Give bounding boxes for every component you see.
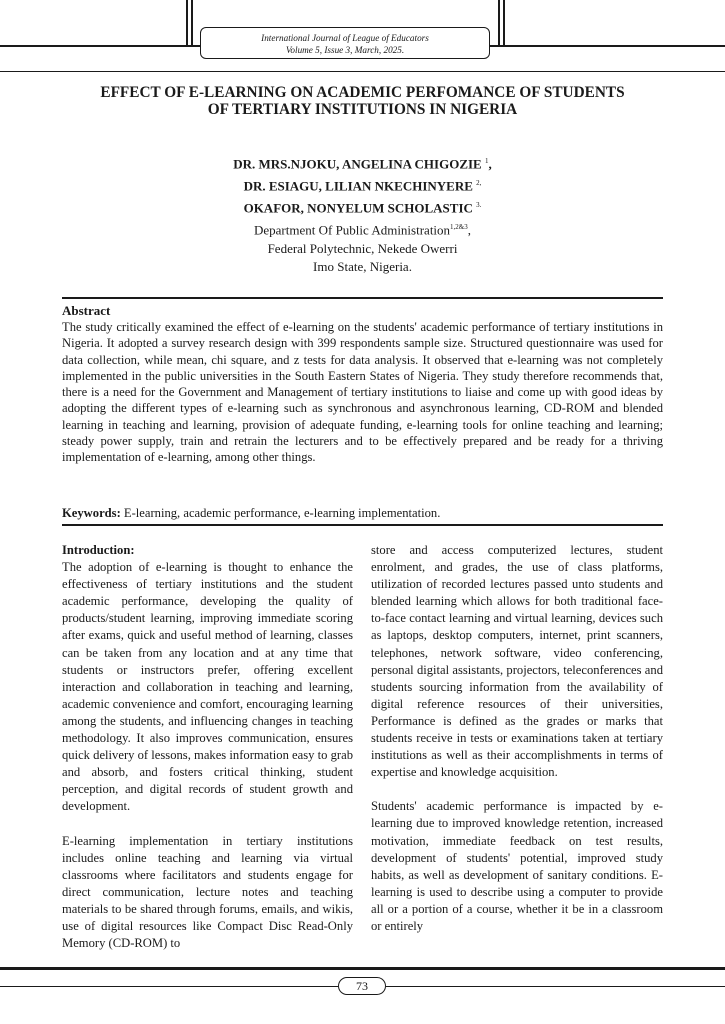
journal-header-box: [200, 27, 490, 59]
header-horizontal-line-bottom: [0, 71, 725, 72]
keywords-label: Keywords:: [62, 506, 121, 520]
header-vertical-line-right-inner: [503, 0, 505, 47]
intro-paragraph-3: Students' academic performance is impacted by e-learning due to improved knowledge retention, increased motivation, immediate feedback on test results, development of students' potential, improved study habits, as well as development of sanitary conditions. E-learning is used to describe using a computer to provide all or a portion of a course, whether it be in a classroom or entirely: [371, 799, 663, 933]
intro-paragraph-1: The adoption of e-learning is thought to enhance the effectiveness of tertiary institutions and the student academic performance, developing the quality of products/student learning, improving immediate scoring after exams, quick and useful method of learning, classes can be taken from any location and at any time that students or instructors prefer, offering excellent interaction and collaboration in teaching and learning, academic convenience and comfort, encouraging learning among the students, and influencing changes in teaching methodology. It also improves communication, ensures quick delivery of lessons, makes information easy to grab and absorb, and fosters critical thinking, student perception, and digital records of student growth and development.: [62, 560, 353, 814]
author-1-suffix: ,: [488, 156, 492, 172]
author-list: [100, 152, 625, 217]
affiliation: [100, 218, 625, 277]
body-column-left: [62, 542, 353, 952]
footer-rule-right: [386, 986, 725, 987]
author-2-sup: 2,: [476, 178, 482, 187]
affiliation-department: [100, 218, 625, 240]
affiliation-location: Imo State, Nigeria.: [313, 259, 412, 275]
header-vertical-line-left: [186, 0, 188, 47]
body-column-right: [371, 542, 663, 935]
introduction-heading: Introduction:: [62, 543, 135, 557]
footer-rule-thick: [0, 967, 725, 970]
abstract-text: The study critically examined the effect of e-learning on the students' academic performance of tertiary institutions in Nigeria. It adopted a survey research design with 399 respondents sample size. Structured questionnaire was used for data collection, while mean, chi square, and z tests for data analysis. It observed that e-learning was not completely implemented in the public universities in the South Eastern States of Nigeria. They study therefore recommends that, there is a need for the Government and Management of tertiary institutions to liaise and come up with good ideas by adopting the different types of e-learning such as synchronous and asynchronous learning, CD-ROM and blended learning in teaching and learning, provision of adequate funding, e-learning tools for online teaching and learning; steady power supply, train and retrain the lecturers and to be effectively prepared and be ready for a thriving implementation of e-learning, among other things.: [62, 320, 663, 465]
abstract-heading: Abstract: [62, 303, 111, 318]
page-number: 73: [338, 977, 386, 995]
abstract-top-rule: [62, 297, 663, 299]
header-vertical-line-right: [498, 0, 500, 47]
author-1-sup: 1: [484, 157, 489, 165]
author-3-name: OKAFOR, NONYELUM SCHOLASTIC: [243, 199, 473, 215]
paper-title-line-1: EFFECT OF E-LEARNING ON ACADEMIC PERFOMANCE OF STUDENTS: [100, 84, 625, 101]
department-sup: 1,2&3: [450, 223, 468, 231]
header-horizontal-line-right: [490, 45, 725, 47]
affiliation-institution: Federal Polytechnic, Nekede Owerri: [267, 240, 458, 256]
journal-name: International Journal of League of Educators: [261, 33, 429, 43]
keywords-text: E-learning, academic performance, e-learning implementation.: [120, 506, 441, 520]
paper-title: [50, 84, 675, 118]
author-3: [100, 196, 625, 218]
author-3-sup: 3.: [476, 200, 482, 209]
footer-rule-left: [0, 986, 338, 987]
author-2: [100, 174, 625, 196]
intro-paragraph-2: E-learning implementation in tertiary institutions includes online teaching and learning via virtual classrooms where facilitators and students engage for direct communication, lecture notes and teaching materials to be shared through forums, emails, and wikis, use of digital resources like Compact Disc Read-Only Memory (CD-ROM) to: [62, 833, 353, 951]
keywords: [62, 505, 440, 521]
department-suffix: ,: [467, 222, 471, 238]
author-2-name: DR. ESIAGU, LILIAN NKECHINYERE: [243, 178, 473, 194]
intro-paragraph-2-continued: store and access computerized lectures, student enrolment, and grades, the use of class platforms, utilization of recorded lectures passed unto students and blended learning which allows for both traditional face-to-face contact learning and virtual learning, devices such as laptops, desktop computers, internet, print scanners, telephones, network software, video conferencing, personal digital assistants, projectors, teleconferences and students sourcing information from the availability of digital reference resources of their universities, Performance is defined as the grades or marks that students receive in tests or examinations taken at tertiary institutions as well as their accomplishments in terms of expertise and knowledge acquisition.: [371, 543, 663, 780]
paper-title-line-2: OF TERTIARY INSTITUTIONS IN NIGERIA: [207, 101, 518, 118]
department-name: Department Of Public Administration: [253, 222, 451, 238]
header-vertical-line-left-inner: [191, 0, 193, 47]
keywords-bottom-rule: [62, 524, 663, 526]
header-horizontal-line-left: [0, 45, 200, 47]
journal-volume: Volume 5, Issue 3, March, 2025.: [285, 44, 405, 55]
author-1-name: DR. MRS.NJOKU, ANGELINA CHIGOZIE: [233, 156, 482, 172]
author-1: [100, 152, 625, 174]
